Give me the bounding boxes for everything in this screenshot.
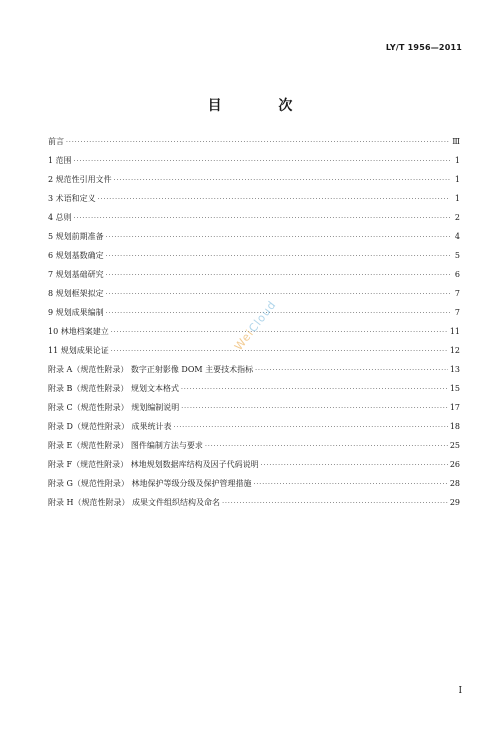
toc-entry-label: 附录 E（规范性附录） 图件编制方法与要求 [48,441,203,450]
toc-entry[interactable] [48,478,460,497]
toc-dot-leader [205,443,448,450]
toc-entry-label: 附录 A（规范性附录） 数字正射影像 DOM 主要技术指标 [48,365,254,374]
page-number: I [458,686,462,696]
toc-entry[interactable] [48,193,460,212]
toc-entry-label: 附录 F（规范性附录） 林地规划数据库结构及因子代码说明 [48,460,259,469]
toc-dot-leader [106,272,450,279]
toc-entry-label: 2 规范性引用文件 [48,175,112,184]
toc-entry-label: 6 规划基数确定 [48,251,104,260]
toc-dot-leader [98,196,450,203]
toc-entry-page: 17 [449,403,460,412]
toc-dot-leader [106,234,450,241]
toc-dot-leader [74,215,450,222]
toc-entry[interactable] [48,212,460,231]
toc-entry-page: 28 [449,479,460,488]
toc-entry-page: 2 [454,213,460,222]
toc-entry-page: 11 [449,327,460,336]
toc-dot-leader [261,462,448,469]
toc-dot-leader [253,481,447,488]
toc-entry[interactable] [48,269,460,288]
toc-entry-label: 9 规划成果编制 [48,308,104,317]
toc-entry-page: 12 [449,346,460,355]
watermark-part-2: Cloud [246,298,279,335]
toc-dot-leader [114,177,450,184]
toc-entry-label: 10 林地档案建立 [48,327,109,336]
toc-entry-page: 13 [449,365,460,374]
toc-entry-label: 附录 G（规范性附录） 林地保护等级分级及保护管理措施 [48,479,252,488]
toc-dot-leader [106,291,450,298]
toc-entry[interactable] [48,440,460,459]
toc-entry[interactable] [48,421,460,440]
toc-entry-label: 8 规划框架拟定 [48,289,104,298]
toc-entry-page: 15 [449,384,460,393]
toc-entry-label: 1 范围 [48,156,72,165]
toc-entry[interactable] [48,174,460,193]
toc-entry-label: 5 规划前期准备 [48,232,104,241]
toc-entry-page: 5 [454,251,460,260]
toc-entry[interactable] [48,459,460,478]
toc-entry-page: 4 [454,232,460,241]
toc-dot-leader [74,158,450,165]
toc-entry-page: Ⅲ [452,137,460,146]
toc-entry-label: 附录 D（规范性附录） 成果统计表 [48,422,172,431]
toc-entry-page: 29 [449,498,460,507]
toc-dot-leader [111,329,448,336]
toc-dot-leader [181,405,448,412]
toc-entry-label: 3 术语和定义 [48,194,96,203]
toc-entry-label: 7 规划基础研究 [48,270,104,279]
toc-entry[interactable] [48,250,460,269]
toc-entry-page: 18 [449,422,460,431]
toc-entry-page: 25 [449,441,460,450]
toc-dot-leader [106,310,450,317]
toc-entry-label: 前言 [48,137,64,146]
toc-entry[interactable] [48,136,460,155]
toc-entry[interactable] [48,288,460,307]
toc-entry-page: 7 [454,289,460,298]
toc-entry[interactable] [48,383,460,402]
toc-dot-leader [106,253,450,260]
toc-entry[interactable] [48,155,460,174]
toc-entry-label: 4 总则 [48,213,72,222]
toc-entry[interactable] [48,364,460,383]
toc-entry-label: 附录 H（规范性附录） 成果文件组织结构及命名 [48,498,221,507]
toc-entry-page: 7 [454,308,460,317]
toc-entry[interactable] [48,402,460,421]
toc-entry-label: 附录 C（规范性附录） 规划编制说明 [48,403,180,412]
toc-dot-leader [222,500,448,507]
standard-code: LY/T 1956—2011 [385,43,462,52]
toc-entry-page: 6 [454,270,460,279]
toc-entry[interactable] [48,497,460,516]
toc-entry-page: 26 [449,460,460,469]
toc-dot-leader [111,348,448,355]
page-title: 目 次 [207,98,319,114]
toc-entry-page: 1 [454,156,460,165]
toc-entry-label: 附录 B（规范性附录） 规划文本格式 [48,384,179,393]
toc-dot-leader [255,367,448,374]
toc-entry-page: 1 [454,175,460,184]
toc-entry[interactable] [48,345,460,364]
watermark-part-1: Wei [232,326,257,354]
toc-entry-label: 11 规划成果论证 [48,346,109,355]
toc-dot-leader [174,424,448,431]
toc-dot-leader [181,386,448,393]
toc-entry[interactable] [48,231,460,250]
toc-entry-page: 1 [454,194,460,203]
toc-dot-leader [66,139,450,146]
